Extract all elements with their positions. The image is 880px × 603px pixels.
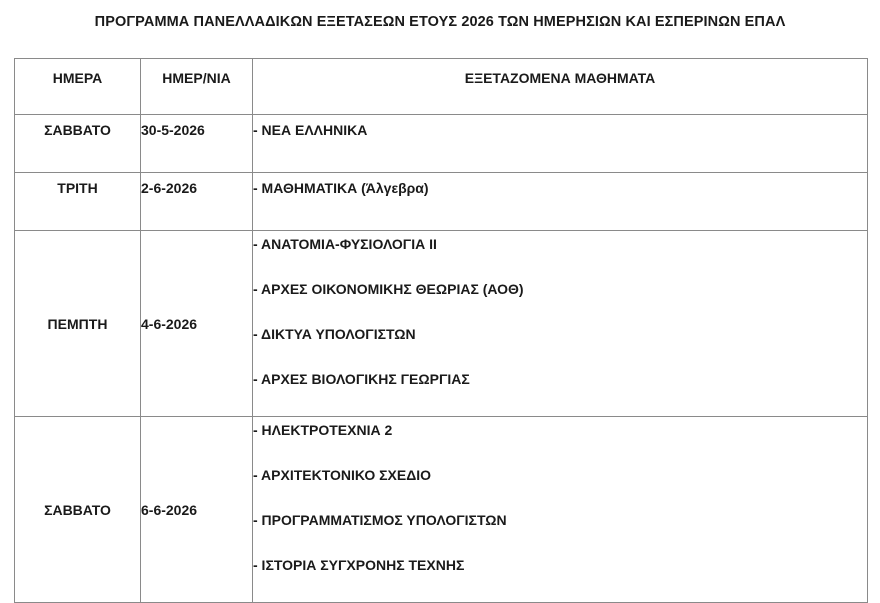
subject-item: - ΑΝΑΤΟΜΙΑ-ΦΥΣΙΟΛΟΓΙΑ ΙΙ [253,236,437,252]
document-title: ΠΡΟΓΡΑΜΜΑ ΠΑΝΕΛΛΑΔΙΚΩΝ ΕΞΕΤΑΣΕΩΝ ΕΤΟΥΣ 2026 ΤΩΝ ΗΜΕΡΗΣΙΩΝ ΚΑΙ ΕΣΠΕΡΙΝΩΝ ΕΠΑΛ [94,14,786,30]
date-cell: 6-6-2026 [141,417,253,603]
subject-item: - ΑΡΧΕΣ ΒΙΟΛΟΓΙΚΗΣ ΓΕΩΡΓΙΑΣ [253,371,470,387]
subject-item: - ΝΕΑ ΕΛΛΗΝΙΚΑ [253,122,368,138]
table-row [15,115,868,173]
day-cell: ΤΡΙΤΗ [15,173,141,231]
subject-item: - ΠΡΟΓΡΑΜΜΑΤΙΣΜΟΣ ΥΠΟΛΟΓΙΣΤΩΝ [253,512,507,528]
day-cell: ΣΑΒΒΑΤΟ [15,417,141,603]
subjects-cell [253,173,868,231]
exam-schedule-table [14,58,868,603]
date-cell: 30-5-2026 [141,115,253,173]
table-row [15,173,868,231]
subject-item: - ΑΡΧΙΤΕΚΤΟΝΙΚΟ ΣΧΕΔΙΟ [253,467,432,483]
subjects-cell [253,231,868,417]
subject-item: - ΜΑΘΗΜΑΤΙΚΑ (Άλγεβρα) [253,180,429,196]
day-cell: ΣΑΒΒΑΤΟ [15,115,141,173]
column-header-subjects: ΕΞΕΤΑΖΟΜΕΝΑ ΜΑΘΗΜΑΤΑ [253,59,868,115]
subjects-cell [253,417,868,603]
subject-list [253,235,867,415]
table-header-row [15,59,868,115]
table-row [15,231,868,417]
subject-item: - ΔΙΚΤΥΑ ΥΠΟΛΟΓΙΣΤΩΝ [253,326,416,342]
column-header-day: ΗΜΕΡΑ [15,59,141,115]
day-cell: ΠΕΜΠΤΗ [15,231,141,417]
subject-list [253,421,867,601]
date-cell: 2-6-2026 [141,173,253,231]
subject-item: - ΑΡΧΕΣ ΟΙΚΟΝΟΜΙΚΗΣ ΘΕΩΡΙΑΣ (ΑΟΘ) [253,281,524,297]
subject-item: - ΗΛΕΚΤΡΟΤΕΧΝΙΑ 2 [253,422,393,438]
subject-item: - ΙΣΤΟΡΙΑ ΣΥΓΧΡΟΝΗΣ ΤΕΧΝΗΣ [253,557,465,573]
date-cell: 4-6-2026 [141,231,253,417]
table-row [15,417,868,603]
subjects-cell [253,115,868,173]
column-header-date: ΗΜΕΡ/ΝΙΑ [141,59,253,115]
